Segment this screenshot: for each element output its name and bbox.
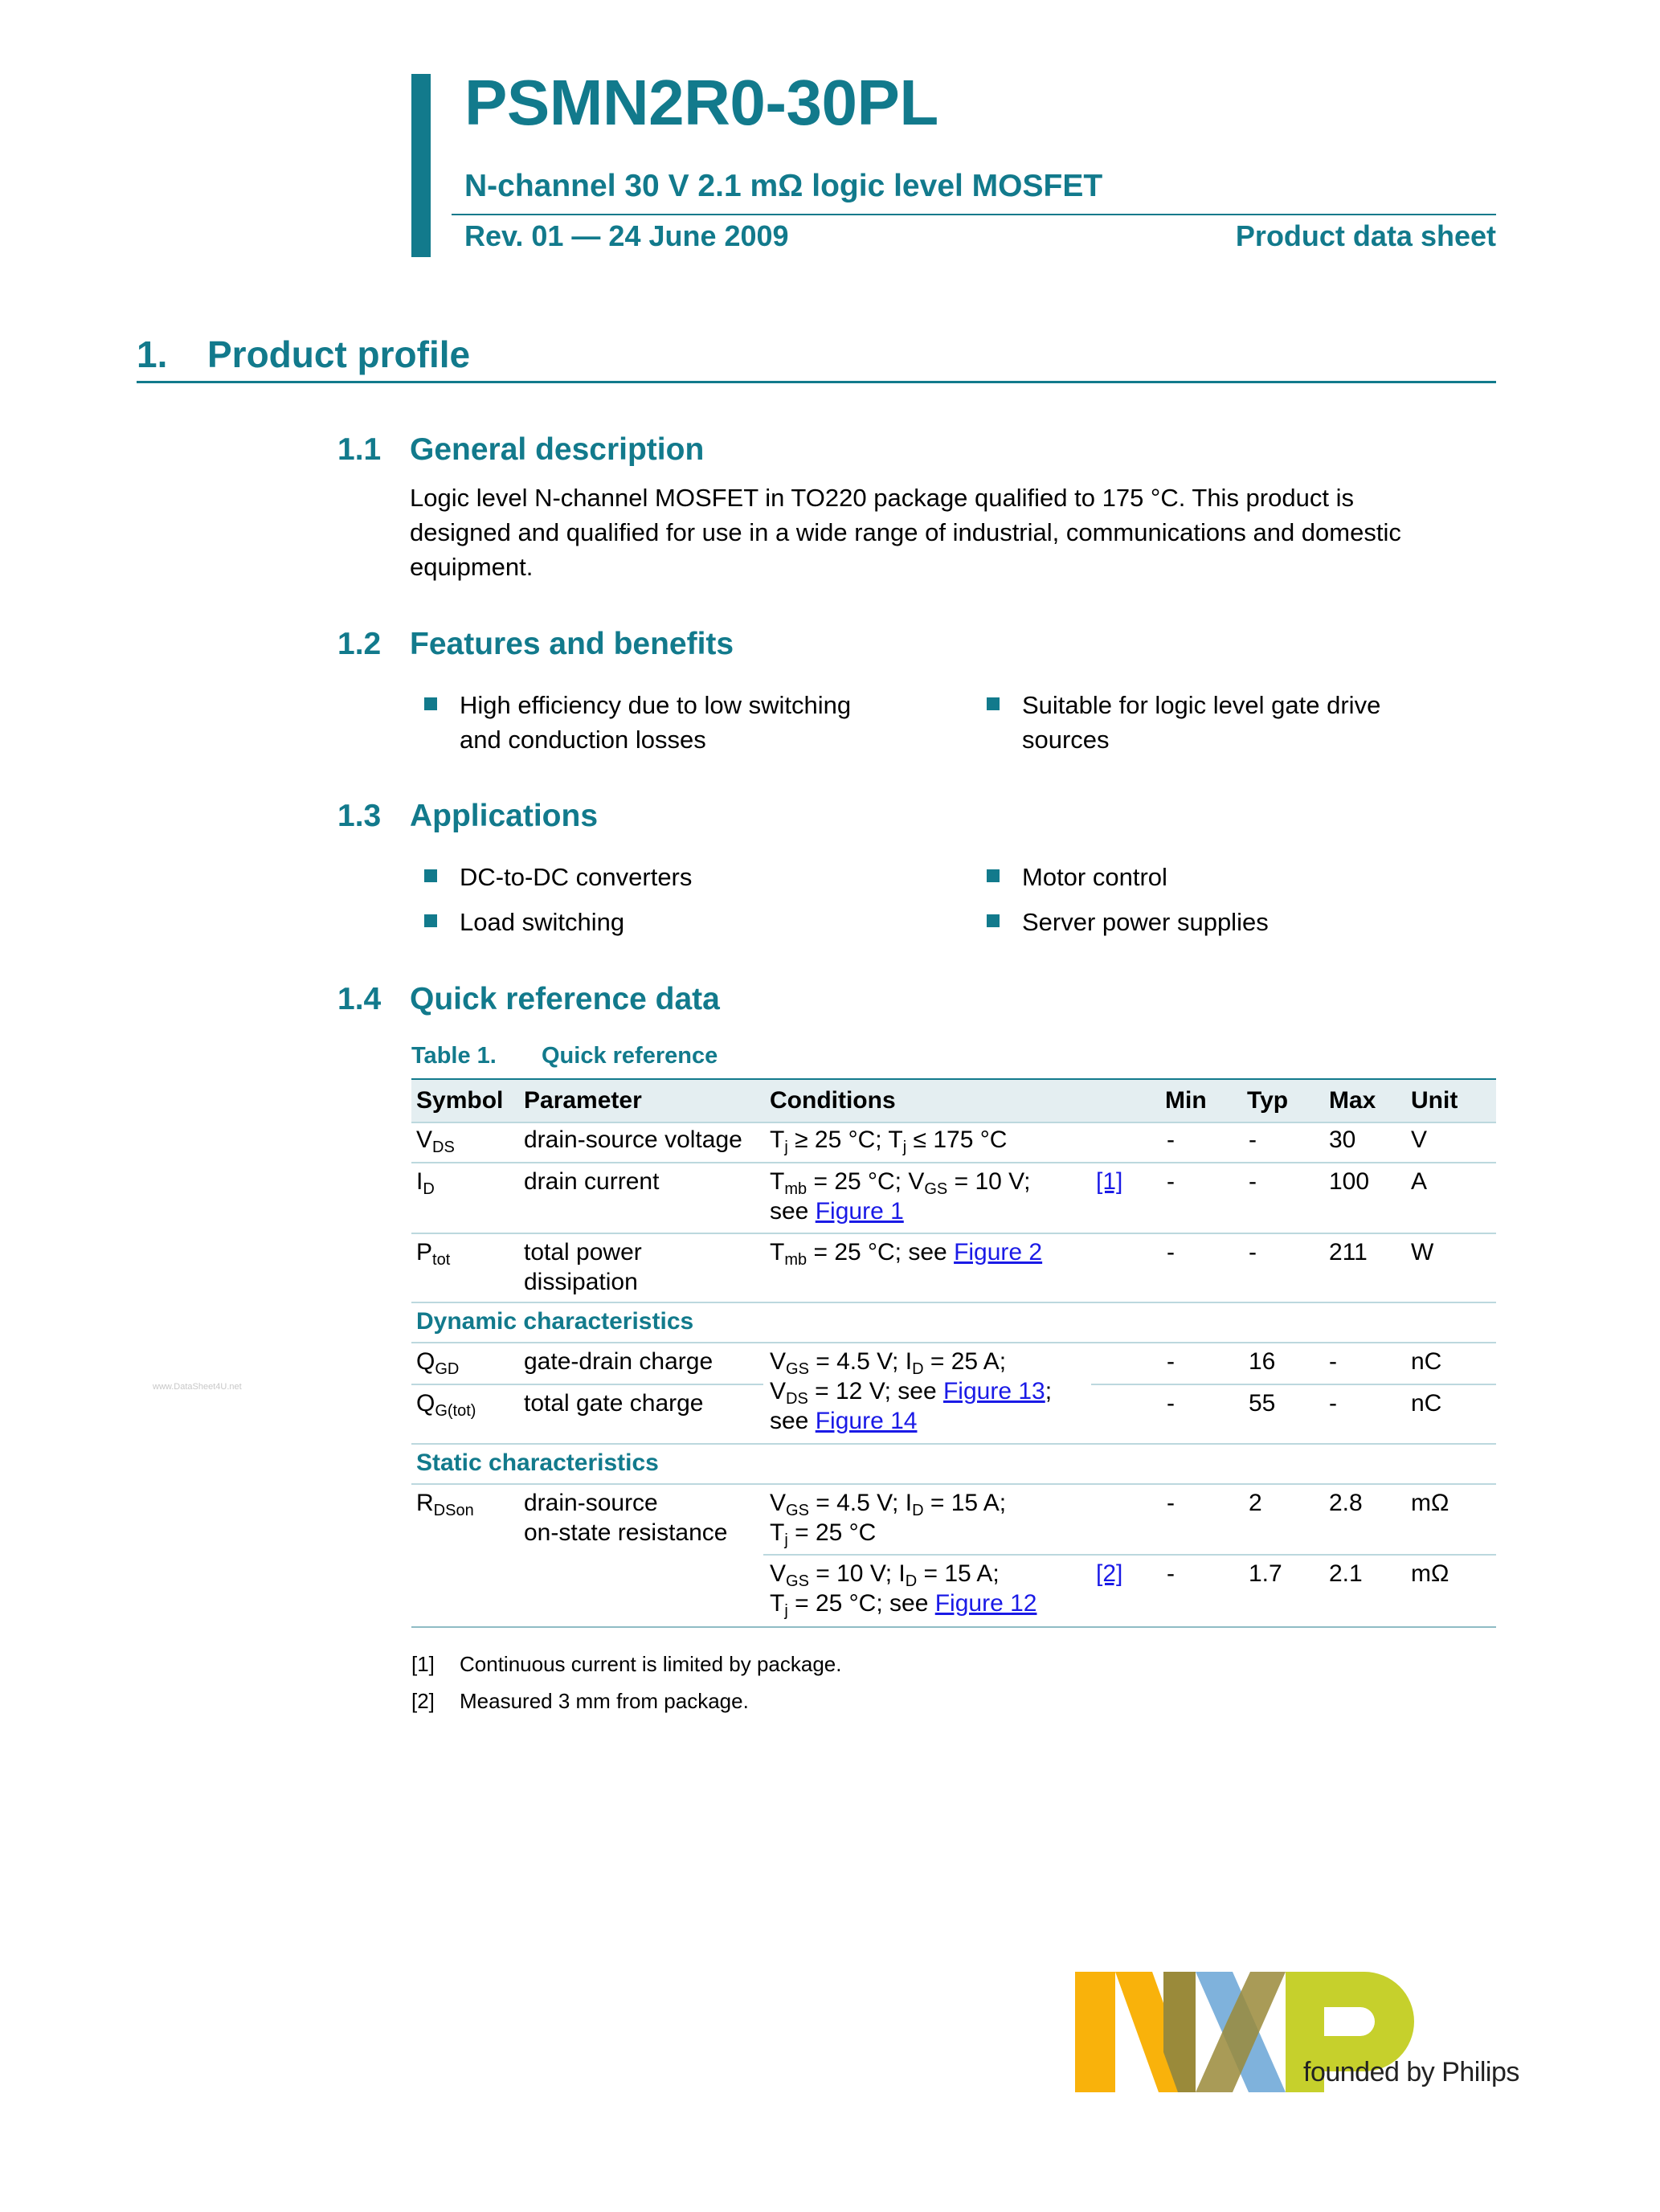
- column-header: Conditions: [770, 1087, 896, 1114]
- cell-typ: -: [1249, 1126, 1257, 1153]
- cell-min: -: [1167, 1390, 1175, 1417]
- cell-conditions: $T_{mb} = 25$ °C; see Figure 2: [770, 1239, 1043, 1269]
- cell-unit: mΩ: [1411, 1490, 1449, 1516]
- subsection-number: 1.4: [337, 982, 382, 1016]
- subsection-title: Quick reference data: [410, 982, 720, 1016]
- section-heading-product-profile: [137, 333, 471, 375]
- bullet-square-icon: [987, 914, 1000, 927]
- cell-unit: nC: [1411, 1348, 1442, 1375]
- section-number: 1.: [137, 333, 168, 375]
- cell-symbol: $V_{DS}$: [416, 1126, 455, 1156]
- column-header: Min: [1165, 1087, 1207, 1114]
- cell-parameter: total power dissipation: [524, 1239, 642, 1295]
- column-header: Unit: [1411, 1087, 1458, 1114]
- table-rule: [411, 1483, 1496, 1485]
- bullet-square-icon: [424, 914, 437, 927]
- bullet-text: DC-to-DC converters: [460, 863, 693, 891]
- header-accent-bar: [411, 74, 431, 257]
- cell-parameter: drain-source voltage: [524, 1126, 742, 1153]
- table-rule: [1091, 1384, 1496, 1385]
- cell-parameter: gate-drain charge: [524, 1348, 713, 1375]
- cell-typ: -: [1249, 1168, 1257, 1195]
- paragraph-line: Logic level N-channel MOSFET in TO220 package qualified to 175 °C. This product is: [410, 484, 1354, 512]
- cell-max: 2.8: [1329, 1490, 1363, 1516]
- note-number: [2]: [411, 1689, 435, 1713]
- cell-typ: 16: [1249, 1348, 1276, 1375]
- cell-symbol: $P_{tot}$: [416, 1239, 451, 1269]
- table-rule: [411, 1342, 1496, 1343]
- footnote-link[interactable]: [2]: [1096, 1560, 1123, 1587]
- subsection-title: Applications: [410, 799, 599, 833]
- column-header: Symbol: [416, 1087, 504, 1114]
- table-rule: [411, 1302, 1496, 1303]
- paragraph-line: equipment.: [410, 553, 534, 581]
- subsection-number: 1.3: [337, 799, 382, 833]
- note-text: Measured 3 mm from package.: [460, 1689, 749, 1713]
- bullet-text: Load switching: [460, 908, 625, 936]
- table-rule: [411, 1122, 1496, 1123]
- cell-max: 30: [1329, 1126, 1356, 1153]
- figure-link[interactable]: Figure 12: [934, 1590, 1037, 1617]
- subsection-title: General description: [410, 432, 705, 467]
- subsection-number: 1.1: [337, 432, 382, 467]
- cell-unit: nC: [1411, 1390, 1442, 1417]
- cell-unit: W: [1411, 1239, 1434, 1265]
- column-header: Parameter: [524, 1087, 642, 1114]
- cell-unit: V: [1411, 1126, 1428, 1153]
- document-subtitle: N-channel 30 V 2.1 mΩ logic level MOSFET: [464, 169, 1103, 203]
- cell-conditions: $V_{GS} = 4.5$ V; $I_D = 15$ A; $T_j = 25$ °C: [770, 1490, 1007, 1549]
- cell-typ: 1.7: [1249, 1560, 1282, 1587]
- cell-min: -: [1167, 1560, 1175, 1587]
- cell-parameter: drain current: [524, 1168, 660, 1195]
- bullet-text: Server power supplies: [1022, 908, 1269, 936]
- table-rule: [411, 1233, 1496, 1234]
- note-text: Continuous current is limited by package.: [460, 1652, 842, 1676]
- cell-min: -: [1167, 1126, 1175, 1153]
- footnote-link[interactable]: [1]: [1096, 1168, 1123, 1195]
- note-number: [1]: [411, 1652, 435, 1676]
- cell-parameter: drain-source on-state resistance: [524, 1490, 728, 1546]
- cell-min: -: [1167, 1490, 1175, 1516]
- cell-symbol: $Q_{G(tot)}$: [416, 1390, 476, 1420]
- cell-conditions: $V_{GS} = 10$ V; $I_D = 15$ A; $T_j = 25$ °C; see Figure 12: [770, 1560, 1037, 1620]
- table-caption: [411, 1043, 718, 1069]
- figure-link[interactable]: Figure 2: [954, 1239, 1043, 1265]
- logo-tagline: founded by Philips: [1303, 2057, 1519, 2087]
- column-header: Typ: [1247, 1087, 1289, 1114]
- table-rule: [763, 1554, 1496, 1556]
- table-bottom-rule: [411, 1626, 1496, 1628]
- revision-date: Rev. 01 — 24 June 2009: [464, 219, 789, 252]
- bullet-text: High efficiency due to low switching: [460, 691, 852, 719]
- bullet-text: and conduction losses: [460, 726, 706, 754]
- cell-min: -: [1167, 1168, 1175, 1195]
- logo-n-left: [1075, 1972, 1115, 2092]
- bullet-text: sources: [1022, 726, 1110, 754]
- cell-max: 211: [1329, 1239, 1368, 1265]
- cell-conditions-shared: $V_{GS} = 4.5$ V; $I_D = 25$ A; $V_{DS} = 12$ V; see Figure 13; see Figure 14: [770, 1348, 1053, 1434]
- cell-unit: A: [1411, 1168, 1428, 1195]
- cell-max: 100: [1329, 1168, 1370, 1195]
- column-header: Max: [1329, 1087, 1376, 1114]
- paragraph-line: designed and qualified for use in a wide range of industrial, communications and domestic: [410, 518, 1401, 546]
- table-rule: [411, 1443, 1496, 1445]
- table-section-dynamic: Dynamic characteristics: [416, 1308, 694, 1335]
- subsection-number: 1.2: [337, 627, 382, 661]
- document-type: Product data sheet: [1235, 219, 1496, 252]
- cell-symbol: $R_{DSon}$: [416, 1490, 474, 1519]
- cell-typ: -: [1249, 1239, 1257, 1265]
- figure-link[interactable]: Figure 13: [942, 1378, 1045, 1404]
- table-rule: [411, 1384, 763, 1385]
- bullet-square-icon: [987, 697, 1000, 710]
- table-caption-name: Quick reference: [542, 1043, 718, 1069]
- bullet-square-icon: [987, 869, 1000, 882]
- bullet-square-icon: [424, 869, 437, 882]
- table-rule: [411, 1162, 1496, 1163]
- watermark: www.DataSheet4U.net: [153, 1382, 242, 1392]
- bullet-square-icon: [424, 697, 437, 710]
- bullet-text: Motor control: [1022, 863, 1167, 891]
- cell-max: -: [1329, 1348, 1337, 1375]
- cell-conditions: $T_j \ge 25$ °C; $T_j \le 175$ °C: [770, 1126, 1008, 1156]
- cell-max: 2.1: [1329, 1560, 1363, 1587]
- cell-min: -: [1167, 1239, 1175, 1265]
- cell-parameter: total gate charge: [524, 1390, 704, 1417]
- cell-conditions: $T_{mb} = 25$ °C; $V_{GS} = 10$ V; see Figure 1: [770, 1168, 1031, 1225]
- subsection-title: Features and benefits: [410, 627, 734, 661]
- table-section-static: Static characteristics: [416, 1449, 659, 1476]
- cell-typ: 55: [1249, 1390, 1276, 1417]
- cell-symbol: $I_D$: [416, 1168, 435, 1198]
- section-title: Product profile: [207, 333, 471, 375]
- general-description-text: [410, 480, 1401, 584]
- document-title: PSMN2R0-30PL: [464, 67, 938, 138]
- cell-symbol: $Q_{GD}$: [416, 1348, 460, 1378]
- figure-link[interactable]: Figure 14: [815, 1408, 918, 1434]
- section-rule: [137, 381, 1496, 383]
- table-caption-number: Table 1.: [411, 1043, 497, 1069]
- figure-link[interactable]: Figure 1: [815, 1198, 904, 1225]
- cell-min: -: [1167, 1348, 1175, 1375]
- header-rule: [452, 214, 1496, 215]
- cell-typ: 2: [1249, 1490, 1262, 1516]
- bullet-text: Suitable for logic level gate drive: [1022, 691, 1381, 719]
- cell-unit: mΩ: [1411, 1560, 1449, 1587]
- cell-max: -: [1329, 1390, 1337, 1417]
